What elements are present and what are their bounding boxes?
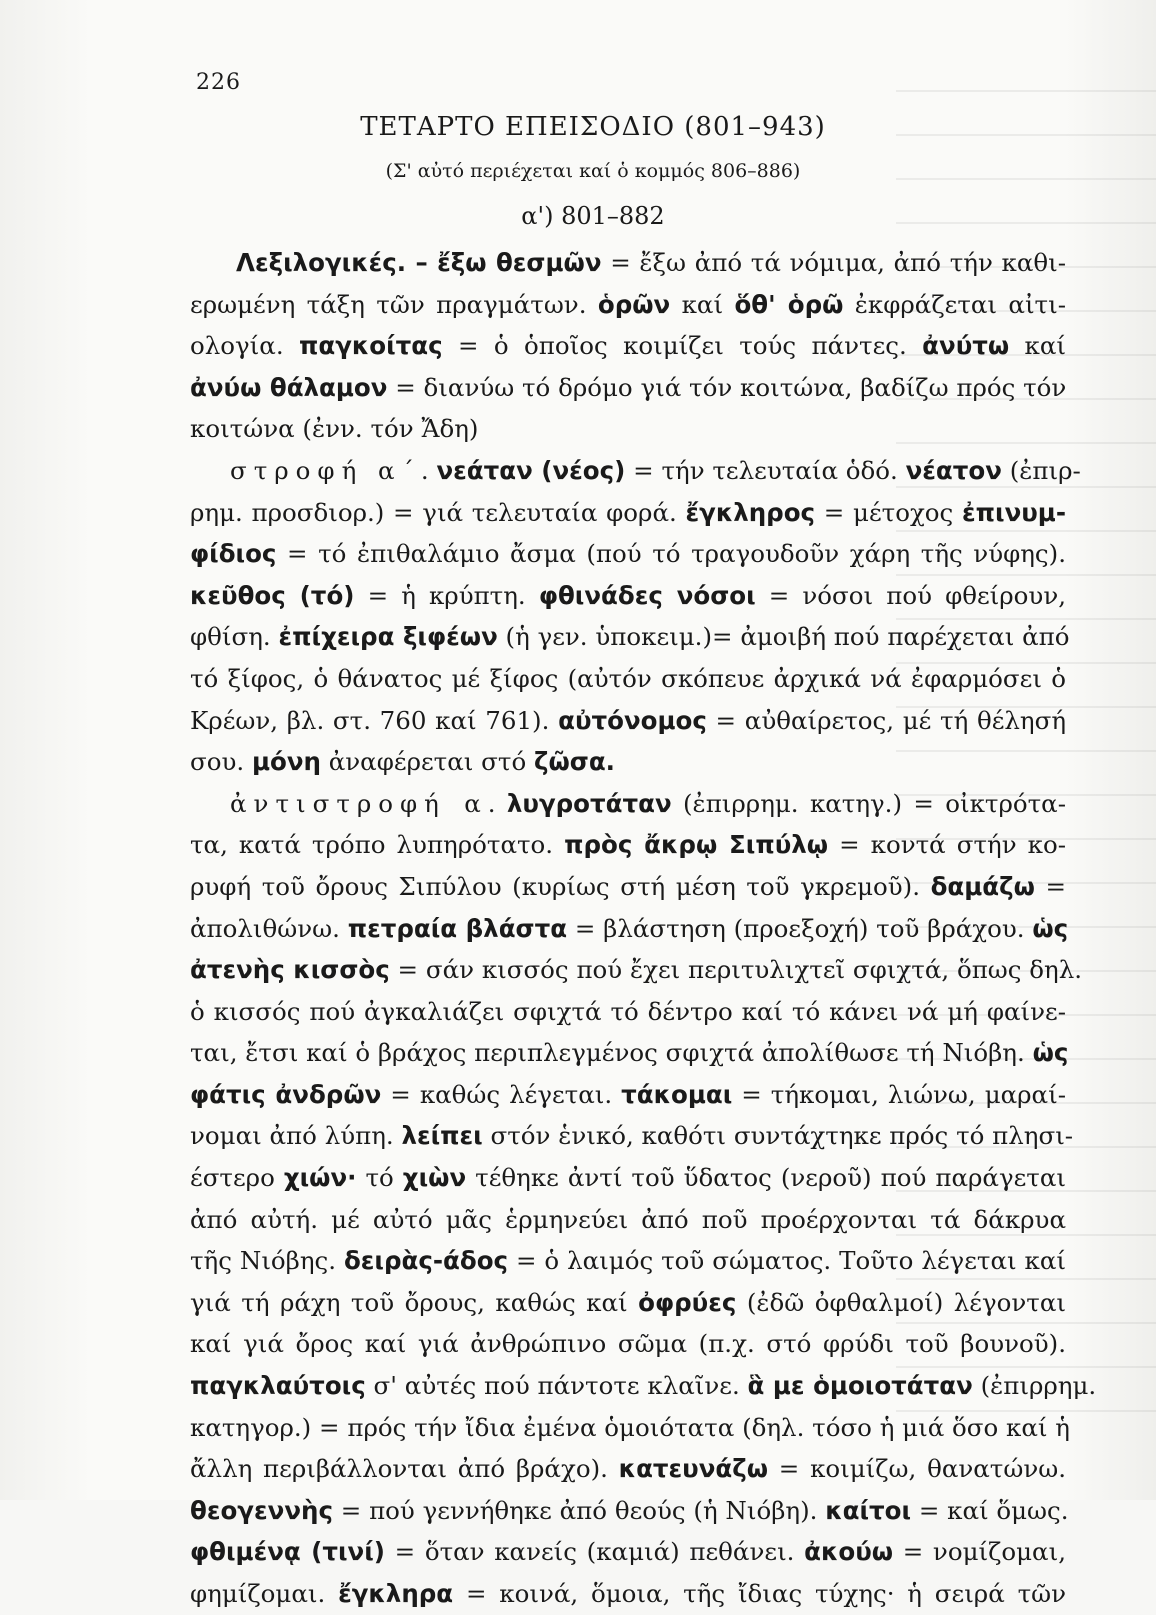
- text-line: [190, 1407, 1070, 1449]
- gloss-text: στόν ἑνικό, καθότι συντάχτηκε πρός τό πλησι-: [482, 1121, 1074, 1151]
- gloss-text: σ' αὐτές πού πάντοτε κλαῖνε.: [365, 1371, 748, 1401]
- gloss-text: .: [420, 455, 437, 485]
- gloss-text: καί: [1009, 331, 1066, 361]
- lemma-term: ἀκούω: [804, 1537, 894, 1567]
- gloss-text: =: [1034, 871, 1066, 901]
- lemma-term: ἔγκληρα: [338, 1579, 454, 1608]
- text-line: [190, 1199, 1066, 1241]
- gloss-text: = ὅταν κανείς (καμιά) πεθάνει.: [384, 1537, 805, 1567]
- gloss-text: = πού γεννήθηκε ἀπό θεούς (ἡ Νιόβη).: [332, 1495, 826, 1525]
- strophe-label: ἀντιστροφή α: [230, 788, 488, 818]
- text-line: [190, 908, 1069, 950]
- lemma-term: ζῶσα.: [533, 747, 615, 777]
- gloss-text: τό ξίφος, ὁ θάνατος μέ ξίφος (αὐτόν σκόπευε ἀρχικά νά ἐφαρμόσει ὁ: [190, 663, 1066, 693]
- text-line: [190, 1282, 1066, 1324]
- lemma-term: νεάταν (νέος): [436, 455, 626, 485]
- text-line: [190, 1365, 1097, 1407]
- text-line: [190, 991, 1066, 1033]
- text-line: [190, 1573, 1066, 1615]
- gloss-text: ολογία.: [190, 331, 299, 361]
- lemma-term: πρὸς ἄκρῳ Σιπύλῳ: [564, 830, 829, 860]
- lemma-term: μόνη: [251, 747, 321, 777]
- gloss-text: = ἔξω ἀπό τά νόμιμα, ἀπό τήν καθι-: [601, 248, 1066, 277]
- lemma-term: ὁρῶν: [597, 289, 671, 319]
- gloss-text: κατηγορ.) = πρός τήν ἴδια ἐμένα ὁμοιότατα (δηλ. τόσο ἡ μιά ὅσο καί ἡ: [190, 1412, 1070, 1442]
- gloss-text: (ἐδῶ ὀφθαλμοί) λέγονται: [736, 1287, 1066, 1317]
- gloss-text: ρυφή τοῦ ὄρους Σιπύλου (κυρίως στή μέση τοῦ γκρεμοῦ).: [190, 871, 931, 901]
- lemma-term: χιὼν: [402, 1163, 467, 1193]
- lemma-term: φίδιος: [190, 539, 277, 569]
- text-line: [190, 242, 1066, 284]
- gloss-text: = κοινά, ὅμοια, τῆς ἴδιας τύχης· ἡ σειρά τῶν: [453, 1579, 1066, 1608]
- text-line: [190, 658, 1066, 700]
- lemma-term: χιών·: [283, 1163, 357, 1193]
- text-line: [190, 616, 1070, 658]
- lemma-term: νέατον: [905, 455, 1002, 485]
- lemma-term: κεῦθος (τό): [190, 580, 355, 610]
- text-line: [190, 741, 1066, 783]
- lemma-term: τάκομαι: [621, 1079, 733, 1109]
- lemma-term: ἃ με ὁμοιοτάταν: [747, 1371, 973, 1401]
- text-line: [190, 1115, 1074, 1157]
- gloss-text: ὁ κισσός πού ἀγκαλιάζει σφιχτά τό δέντρο καί τό κάνει νά μή φαίνε-: [190, 996, 1066, 1026]
- gloss-text: φημίζομαι.: [190, 1579, 339, 1608]
- section-label: α') 801–882: [521, 202, 665, 230]
- lemma-term: ὡς: [1032, 1038, 1069, 1068]
- text-line: [190, 533, 1066, 575]
- text-line: [190, 1240, 1066, 1282]
- gloss-text: γιά τή ράχη τοῦ ὄρους, καθώς καί: [190, 1287, 639, 1317]
- lemma-term: ὀφρύες: [638, 1287, 737, 1317]
- gloss-text: κοιτώνα (ἐνν. τόν Ἄδη): [190, 414, 479, 444]
- text-line: [190, 1531, 1066, 1573]
- gloss-text: (ἐπιρρημ. κατηγ.) = οἰκτρότα-: [671, 788, 1067, 818]
- gloss-text: φθίση.: [190, 622, 279, 652]
- lemma-term: φθιμένᾳ (τινί): [190, 1537, 385, 1567]
- gloss-text: = νομίζομαι,: [893, 1537, 1066, 1567]
- lemma-term: κατευνάζω: [618, 1454, 769, 1484]
- gloss-text: καί: [670, 289, 735, 319]
- text-line: [190, 325, 1066, 367]
- gloss-text: ἐκφράζεται αἰτι-: [843, 289, 1066, 319]
- gloss-text: ἀπό αὐτή. μέ αὐτό μᾶς ἑρμηνεύει ἀπό ποῦ προέρχονται τά δάκρυα: [190, 1204, 1066, 1234]
- text-line: [190, 284, 1066, 326]
- gloss-text: = διανύω τό δρόμο γιά τόν κοιτώνα, βαδίζω πρός τόν: [387, 372, 1067, 402]
- gloss-text: ἀναφέρεται στό: [320, 747, 534, 777]
- page-number: 226: [196, 70, 241, 95]
- gloss-text: = ὁ ὁποῖος κοιμίζει τούς πάντες.: [442, 331, 923, 361]
- gloss-text: (ἐπιρ-: [1001, 455, 1081, 485]
- lemma-term: πετραία βλάστα: [347, 913, 568, 943]
- gloss-text: ται, ἔτσι καί ὁ βράχος περιπλεγμένος σφιχτά ἀπολίθωσε τή Νιόβη.: [190, 1038, 1033, 1068]
- gloss-text: τῆς Νιόβης.: [190, 1246, 344, 1276]
- lemma-term: παγκοίτας: [298, 331, 443, 361]
- text-line: [190, 1490, 1069, 1532]
- text-line: [190, 700, 1066, 742]
- gloss-text: = βλάστηση (προεξοχή) τοῦ βράχου.: [567, 913, 1033, 943]
- gloss-text: καί γιά ὄρος καί γιά ἀνθρώπινο σῶμα (π.χ. στό φρύδι τοῦ βουνοῦ).: [190, 1329, 1066, 1359]
- gloss-text: ρημ. προσδιορ.) = γιά τελευταία φορά.: [190, 497, 686, 527]
- text-line: [190, 949, 1083, 991]
- lemma-term: λείπει: [401, 1121, 483, 1151]
- text-line: [190, 1074, 1066, 1116]
- lemma-term: λυγροτάταν: [506, 788, 672, 818]
- text-line: [190, 575, 1066, 617]
- text-line: [190, 367, 1066, 409]
- lemma-term: ἀνύτω: [922, 331, 1010, 361]
- gloss-text: Κρέων, βλ. στ. 760 καί 761).: [190, 705, 559, 735]
- chapter-subtitle: (Σ' αὐτό περιέχεται καί ὁ κομμός 806–886): [385, 160, 801, 182]
- gloss-text: = αὐθαίρετος, μέ τή θέλησή: [706, 705, 1066, 735]
- gloss-text: ερωμένη τάξη τῶν πραγμάτων.: [190, 289, 598, 319]
- text-line: [190, 1323, 1066, 1365]
- text-line: [190, 450, 1081, 492]
- gloss-text: έστερο: [190, 1163, 284, 1193]
- text-line: [190, 824, 1066, 866]
- gloss-text: .: [487, 788, 507, 818]
- lemma-term: Λεξιλογικές. – ἔξω θεσμῶν: [236, 248, 602, 277]
- lemma-term: παγκλαύτοις: [190, 1371, 366, 1401]
- gloss-text: = κοντά στήν κο-: [828, 830, 1066, 860]
- gloss-text: σου.: [190, 747, 252, 777]
- gloss-text: = σάν κισσός πού ἔχει περιτυλιχτεῖ σφιχτά, ὅπως δηλ.: [389, 955, 1083, 985]
- gloss-text: = τήκομαι, λιώνω, μαραί-: [732, 1079, 1066, 1109]
- lemma-term: καίτοι: [825, 1495, 912, 1525]
- gloss-text: = καθώς λέγεται.: [381, 1079, 622, 1109]
- gloss-text: = τήν τελευταία ὁδό.: [625, 455, 906, 485]
- chapter-title: ΤΕΤΑΡΤΟ ΕΠΕΙΣΟΔΙΟ (801–943): [360, 112, 826, 142]
- lemma-term: δαμάζω: [930, 871, 1035, 901]
- text-line: [190, 408, 1066, 450]
- strophe-label: στροφή α΄: [230, 455, 421, 485]
- gloss-text: = τό ἐπιθαλάμιο ἄσμα (πού τό τραγουδοῦν χάρη τῆς νύφης).: [276, 539, 1066, 569]
- gloss-text: ἀπολιθώνω.: [190, 913, 348, 943]
- lemma-term: θεογεννὴς: [190, 1495, 333, 1525]
- gloss-text: (ἐπιρρημ.: [972, 1371, 1097, 1401]
- gloss-text: τό: [356, 1163, 403, 1193]
- gloss-text: = κοιμίζω, θανατώνω.: [768, 1454, 1066, 1484]
- text-line: [190, 1157, 1066, 1199]
- lemma-term: δειρὰς-άδος: [343, 1246, 509, 1276]
- lemma-term: φάτις ἀνδρῶν: [190, 1079, 382, 1109]
- lemma-term: ἔγκληρος: [685, 497, 816, 527]
- gloss-text: νομαι ἀπό λύπη.: [190, 1121, 402, 1151]
- gloss-text: (ἡ γεν. ὑποκειμ.)= ἀμοιβή πού παρέχεται ἀπό: [497, 622, 1070, 652]
- lemma-term: ὡς: [1032, 913, 1069, 943]
- gloss-text: = νόσοι πού φθείρουν,: [755, 580, 1066, 610]
- lemma-term: ἀτενὴς κισσὸς: [190, 955, 390, 985]
- text-line: [190, 1032, 1069, 1074]
- gloss-text: = ὁ λαιμός τοῦ σώματος. Τοῦτο λέγεται καί: [508, 1246, 1066, 1276]
- lemma-term: ἀνύω θάλαμον: [190, 372, 388, 402]
- text-line: [190, 492, 1066, 534]
- lemma-term: φθινάδες νόσοι: [538, 580, 756, 610]
- text-line: [190, 1448, 1066, 1490]
- lemma-term: ὅθ' ὁρῶ: [734, 289, 844, 319]
- gloss-text: ἄλλη περιβάλλονται ἀπό βράχο).: [190, 1454, 619, 1484]
- commentary-body: [190, 242, 1097, 1615]
- text-line: [190, 783, 1066, 825]
- lemma-term: ἐπίχειρα ξιφέων: [278, 622, 498, 652]
- gloss-text: = καί ὅμως.: [911, 1495, 1069, 1525]
- lemma-term: ἐπινυμ-: [962, 497, 1066, 527]
- text-line: [190, 866, 1066, 908]
- gloss-text: = ἡ κρύπτη.: [354, 580, 539, 610]
- gloss-text: = μέτοχος: [815, 497, 962, 527]
- lemma-term: αὐτόνομος: [558, 705, 707, 735]
- gloss-text: τα, κατά τρόπο λυπηρότατο.: [190, 830, 565, 860]
- gloss-text: τέθηκε ἀντί τοῦ ὕδατος (νεροῦ) πού παράγεται: [466, 1163, 1066, 1193]
